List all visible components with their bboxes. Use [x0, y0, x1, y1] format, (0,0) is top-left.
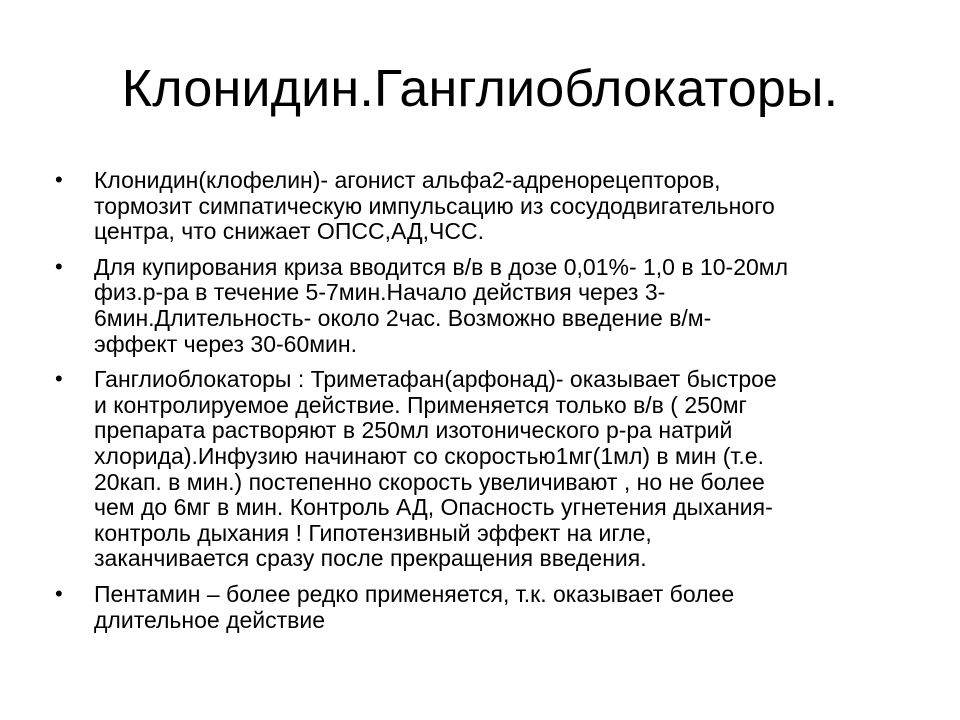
- bullet-text-line: центра, что снижает ОПСС,АД,ЧСС.: [94, 218, 484, 245]
- bullet-text-line: Ганглиоблокаторы : Триметафан(арфонад)- оказывает быстрое: [94, 366, 777, 393]
- bullet-item-crisis-dosing: [48, 255, 928, 357]
- bullet-text-line: длительное действие: [94, 606, 326, 633]
- bullet-text-line: эффект через 30-60мин.: [94, 330, 357, 357]
- bullet-item-ganglioblockers: [48, 367, 928, 572]
- bullet-text-line: хлорида).Инфузию начинают со скоростью1мг(1мл) в мин (т.е.: [94, 442, 764, 469]
- bullet-dot-icon: •: [55, 167, 63, 192]
- bullet-item-pentamine: [48, 582, 928, 633]
- bullet-text-line: заканчивается сразу после прекращения введения.: [94, 545, 647, 572]
- bullet-item-clonidine: [48, 168, 928, 245]
- bullet-text-line: 20кап. в мин.) постепенно скорость увеличивают , но не более: [94, 468, 765, 495]
- bullet-text-line: тормозит симпатическую импульсацию из сосудодвигательного: [94, 192, 775, 219]
- bullet-text-line: препарата растворяют в 250мл изотонического р-ра натрий: [94, 417, 733, 444]
- bullet-dot-icon: •: [55, 253, 63, 279]
- slide-title: Клонидин.Ганглиоблокаторы.: [121, 60, 839, 118]
- bullet-text-line: Для купирования криза вводится в/в в дозе 0,01%- 1,0 в 10-20мл: [94, 253, 789, 280]
- bullet-text-line: Пентамин – более редко применяется, т.к. оказывает более: [94, 580, 735, 607]
- bullet-text-line: чем до 6мг в мин. Контроль АД, Опасность угнетения дыхания-: [94, 494, 773, 521]
- bullet-dot-icon: •: [55, 580, 63, 606]
- bullet-text-line: физ.р-ра в течение 5-7мин.Начало действия через 3-: [94, 279, 666, 306]
- bullet-text-line: и контролируемое действие. Применяется только в/в ( 250мг: [94, 391, 747, 418]
- bullet-text-line: 6мин.Длительность- около 2час. Возможно введение в/м-: [94, 304, 712, 331]
- bullet-text-line: контроль дыхания ! Гипотензивный эффект на игле,: [94, 519, 652, 546]
- bullet-dot-icon: •: [55, 366, 63, 392]
- bullet-text-line: Клонидин(клофелин)- агонист альфа2-адренорецепторов,: [94, 167, 721, 193]
- bullet-list: [48, 168, 928, 643]
